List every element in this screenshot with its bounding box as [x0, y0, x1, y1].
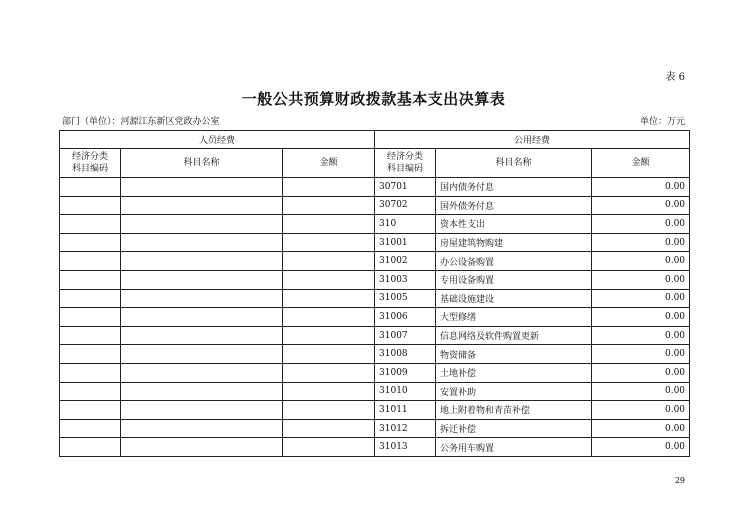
personnel-name-cell — [121, 345, 283, 364]
public-code-cell: 31003 — [375, 270, 436, 289]
personnel-code-cell — [60, 345, 121, 364]
public-amount-cell: 0.00 — [592, 363, 690, 382]
personnel-name-cell — [121, 196, 283, 215]
public-amount-cell: 0.00 — [592, 438, 690, 457]
public-name-cell: 专用设备购置 — [436, 270, 592, 289]
personnel-amount-cell — [283, 345, 375, 364]
table-row — [60, 215, 690, 234]
public-name-cell: 信息网络及软件购置更新 — [436, 326, 592, 345]
header-amount-public: 金额 — [592, 149, 690, 178]
page-number: 29 — [674, 476, 685, 485]
page-title: 一般公共预算财政拨款基本支出决算表 — [241, 90, 506, 108]
public-name-cell: 办公设备购置 — [436, 252, 592, 271]
personnel-code-cell — [60, 289, 121, 308]
personnel-code-cell — [60, 196, 121, 215]
table-row — [60, 233, 690, 252]
public-code-cell: 30701 — [375, 178, 436, 197]
table-row — [60, 363, 690, 382]
personnel-amount-cell — [283, 196, 375, 215]
personnel-name-cell — [121, 438, 283, 457]
personnel-code-cell — [60, 270, 121, 289]
public-code-cell: 31006 — [375, 308, 436, 327]
header-code-public-line2: 科目编码 — [387, 164, 424, 174]
personnel-amount-cell — [283, 401, 375, 420]
public-name-cell: 基础设施建设 — [436, 289, 592, 308]
personnel-name-cell — [121, 382, 283, 401]
public-amount-cell: 0.00 — [592, 345, 690, 364]
personnel-name-cell — [121, 308, 283, 327]
public-amount-cell: 0.00 — [592, 308, 690, 327]
public-amount-cell: 0.00 — [592, 178, 690, 197]
public-name-cell: 拆迁补偿 — [436, 419, 592, 438]
public-amount-cell: 0.00 — [592, 215, 690, 234]
personnel-name-cell — [121, 233, 283, 252]
personnel-name-cell — [121, 419, 283, 438]
personnel-amount-cell — [283, 419, 375, 438]
table-row — [60, 419, 690, 438]
public-amount-cell: 0.00 — [592, 401, 690, 420]
department-label: 部门（单位）： — [62, 117, 121, 127]
personnel-name-cell — [121, 401, 283, 420]
header-code-line1: 经济分类 — [71, 152, 108, 162]
public-name-cell: 地上附着物和青苗补偿 — [436, 401, 592, 420]
personnel-amount-cell — [283, 178, 375, 197]
public-name-cell: 国内债务付息 — [436, 178, 592, 197]
table-row — [60, 178, 690, 197]
personnel-code-cell — [60, 401, 121, 420]
personnel-name-cell — [121, 326, 283, 345]
public-code-cell: 31001 — [375, 233, 436, 252]
table-row — [60, 308, 690, 327]
public-code-cell: 31010 — [375, 382, 436, 401]
public-code-cell: 31012 — [375, 419, 436, 438]
public-name-cell: 房屋建筑物购建 — [436, 233, 592, 252]
personnel-name-cell — [121, 289, 283, 308]
table-row — [60, 401, 690, 420]
table-row — [60, 252, 690, 271]
public-name-cell: 安置补助 — [436, 382, 592, 401]
public-name-cell: 物资储备 — [436, 345, 592, 364]
personnel-name-cell — [121, 178, 283, 197]
header-name-public: 科目名称 — [436, 149, 592, 178]
public-code-cell: 310 — [375, 215, 436, 234]
table-row — [60, 270, 690, 289]
personnel-amount-cell — [283, 363, 375, 382]
public-amount-cell: 0.00 — [592, 233, 690, 252]
table-row — [60, 382, 690, 401]
public-amount-cell: 0.00 — [592, 252, 690, 271]
public-amount-cell: 0.00 — [592, 419, 690, 438]
public-amount-cell: 0.00 — [592, 289, 690, 308]
public-amount-cell: 0.00 — [592, 326, 690, 345]
personnel-amount-cell — [283, 233, 375, 252]
personnel-amount-cell — [283, 438, 375, 457]
table-row — [60, 326, 690, 345]
header-code-line2: 科目编码 — [71, 164, 108, 174]
table-row — [60, 196, 690, 215]
column-header-row — [60, 149, 690, 178]
public-amount-cell: 0.00 — [592, 270, 690, 289]
header-code — [60, 149, 121, 178]
personnel-name-cell — [121, 363, 283, 382]
header-code-public-line1: 经济分类 — [387, 152, 424, 162]
personnel-name-cell — [121, 215, 283, 234]
public-name-cell: 资本性支出 — [436, 215, 592, 234]
unit-label: 单位：万元 — [639, 117, 685, 127]
public-code-cell: 30702 — [375, 196, 436, 215]
personnel-code-cell — [60, 438, 121, 457]
table-number: 表 6 — [665, 72, 685, 83]
public-code-cell: 31011 — [375, 401, 436, 420]
personnel-code-cell — [60, 382, 121, 401]
personnel-code-cell — [60, 252, 121, 271]
public-name-cell: 大型修缮 — [436, 308, 592, 327]
personnel-amount-cell — [283, 289, 375, 308]
personnel-code-cell — [60, 215, 121, 234]
public-amount-cell: 0.00 — [592, 196, 690, 215]
personnel-code-cell — [60, 363, 121, 382]
public-code-cell: 31002 — [375, 252, 436, 271]
personnel-code-cell — [60, 233, 121, 252]
expenditure-table — [59, 130, 690, 457]
department-name: 河源江东新区党政办公室 — [120, 117, 220, 127]
public-code-cell: 31007 — [375, 326, 436, 345]
personnel-amount-cell — [283, 308, 375, 327]
personnel-code-cell — [60, 308, 121, 327]
header-name: 科目名称 — [121, 149, 283, 178]
public-amount-cell: 0.00 — [592, 382, 690, 401]
personnel-amount-cell — [283, 252, 375, 271]
public-name-cell: 国外债务付息 — [436, 196, 592, 215]
department-line — [62, 114, 220, 127]
personnel-code-cell — [60, 419, 121, 438]
public-code-cell: 31005 — [375, 289, 436, 308]
personnel-amount-cell — [283, 215, 375, 234]
personnel-amount-cell — [283, 326, 375, 345]
personnel-amount-cell — [283, 382, 375, 401]
public-code-cell: 31013 — [375, 438, 436, 457]
personnel-name-cell — [121, 270, 283, 289]
header-amount: 金额 — [283, 149, 375, 178]
header-code-public — [375, 149, 436, 178]
public-name-cell: 土地补偿 — [436, 363, 592, 382]
section-header-row — [60, 131, 690, 149]
public-name-cell: 公务用车购置 — [436, 438, 592, 457]
table-row — [60, 289, 690, 308]
public-code-cell: 31009 — [375, 363, 436, 382]
personnel-name-cell — [121, 252, 283, 271]
personnel-amount-cell — [283, 270, 375, 289]
table-row — [60, 438, 690, 457]
section-personnel: 人员经费 — [60, 131, 375, 149]
personnel-code-cell — [60, 178, 121, 197]
personnel-code-cell — [60, 326, 121, 345]
table-row — [60, 345, 690, 364]
section-public: 公用经费 — [375, 131, 690, 149]
public-code-cell: 31008 — [375, 345, 436, 364]
